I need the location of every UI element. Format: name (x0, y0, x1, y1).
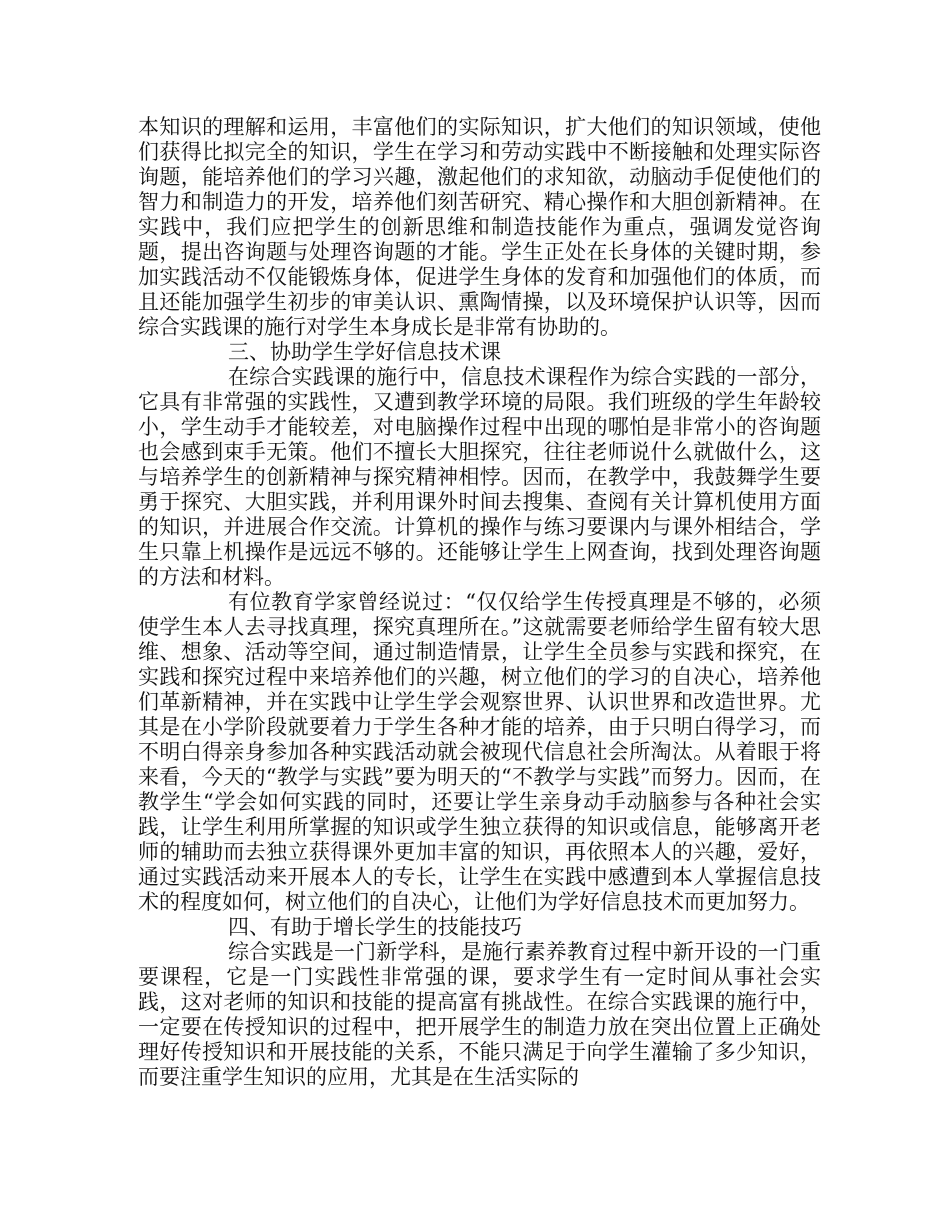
paragraph-3: 有位教育学家曾经说过：“仅仅给学生传授真理是不够的，必须使学生本人去寻找真理，探究真理所在。”这就需要老师给学生留有较大思维、想象、活动等空间，通过制造情景，让学生全员参与实践和探究，在实践和探究过程中来培养他们的兴趣，树立他们的学习的自决心，培养他们革新精神，并在实践中让学生学会观察世界、认识世界和改造世界。尤其是在小学阶段就要着力于学生各种才能的培养，由于只明白得学习，而不明白得亲身参加各种实践活动就会被现代信息社会所淘汰。从着眼于将来看，今天的“教学与实践”要为明天的“不教学与实践”而努力。因而，在教学生“学会如何实践的同时，还要让学生亲身动手动脑参与各种社会实践，让学生利用所掌握的知识或学生独立获得的知识或信息，能够离开老师的辅助而去独立获得课外更加丰富的知识，再依照本人的兴趣，爱好，通过实践活动来开展本人的专长，让学生在实践中感遭到本人掌握信息技术的程度如何，树立他们的自决心，让他们为学好信息技术而更加努力。 (138, 590, 821, 914)
paragraph-4: 综合实践是一门新学科，是施行素养教育过程中新开设的一门重要课程，它是一门实践性非常强的课，要求学生有一定时间从事社会实践，这对老师的知识和技能的提高富有挑战性。在综合实践课的施行中，一定要在传授知识的过程中，把开展学生的制造力放在突出位置上正确处理好传授知识和开展技能的关系，不能只满足于向学生灌输了多少知识，而要注重学生知识的应用，尤其是在生活实际的 (138, 940, 821, 1089)
paragraph-2: 在综合实践课的施行中，信息技术课程作为综合实践的一部分，它具有非常强的实践性，又遭到教学环境的局限。我们班级的学生年龄较小，学生动手才能较差，对电脑操作过程中出现的哪怕是非常小的咨询题也会感到束手无策。他们不擅长大胆探究，往往老师说什么就做什么，这与培养学生的创新精神与探究精神相悖。因而，在教学中，我鼓舞学生要勇于探究、大胆实践，并利用课外时间去搜集、查阅有关计算机使用方面的知识，并进展合作交流。计算机的操作与练习要课内与课外相结合，学生只靠上机操作是远远不够的。还能够让学生上网查询，找到处理咨询题的方法和材料。 (138, 365, 821, 589)
section-heading-4: 四、有助于增长学生的技能技巧 (228, 915, 522, 939)
paragraph-1: 本知识的理解和运用，丰富他们的实际知识，扩大他们的知识领域，使他们获得比拟完全的知识，学生在学习和劳动实践中不断接触和处理实际咨询题，能培养他们的学习兴趣，激起他们的求知欲，动脑动手促使他们的智力和制造力的开发，培养他们刻苦研究、精心操作和大胆创新精神。在实践中，我们应把学生的创新思维和制造技能作为重点，强调发觉咨询题，提出咨询题与处理咨询题的才能。学生正处在长身体的关键时期，参加实践活动不仅能锻炼身体，促进学生身体的发育和加强他们的体质，而且还能加强学生初步的审美认识、熏陶情操，以及环境保护认识等，因而综合实践课的施行对学生本身成长是非常有协助的。 (138, 115, 821, 339)
section-heading-3: 三、协助学生学好信息技术课 (228, 340, 501, 364)
document-page (138, 115, 821, 1090)
